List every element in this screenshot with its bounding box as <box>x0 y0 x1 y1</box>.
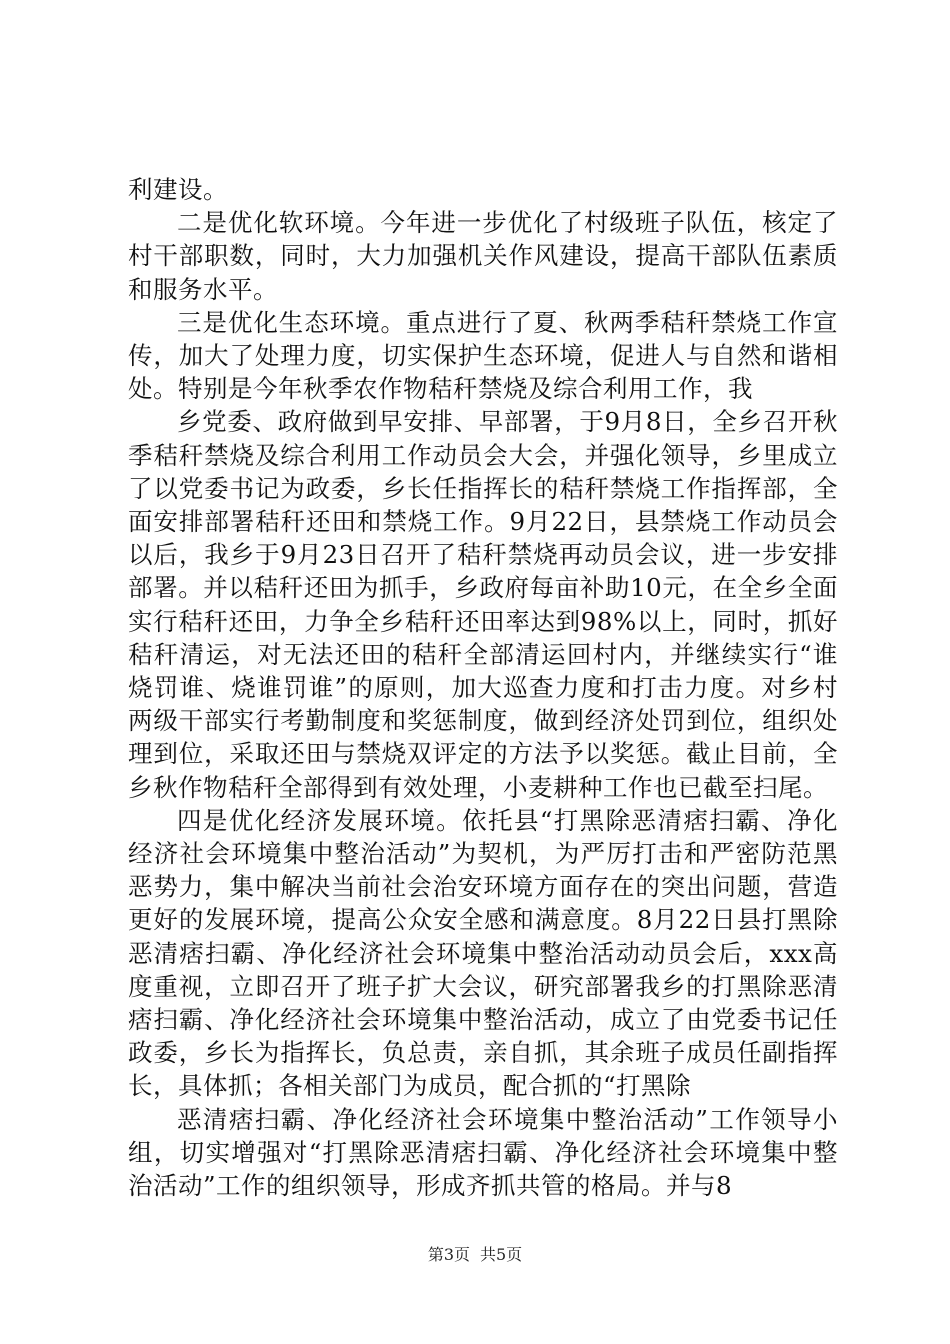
paragraph-economic-environment: 四是优化经济发展环境。依托县“打黑除恶清痞扫霸、净化经济社会环境集中整治活动”为契机，为严厉打击和严密防范黑恶势力，集中解决当前社会治安环境方面存在的突出问题，营造更好的发展环境，提高公众安全感和满意度。8月22日县打黑除恶清痞扫霸、净化经济社会环境集中整治活动动员会后，xxx高度重视，立即召开了班子扩大会议，研究部署我乡的打黑除恶清痞扫霸、净化经济社会环境集中整治活动，成立了由党委书记任政委，乡长为指挥长，负总责，亲自抓，其余班子成员任副指挥长，具体抓；各相关部门为成员，配合抓的“打黑除 <box>128 805 838 1101</box>
paragraph-soft-environment: 二是优化软环境。今年进一步优化了村级班子队伍，核定了村干部职数，同时，大力加强机关作风建设，提高干部队伍素质和服务水平。 <box>128 208 838 304</box>
page-total: 共5页 <box>480 1245 523 1264</box>
document-body <box>128 173 838 1202</box>
paragraph-continuation: 利建设。 <box>128 175 228 204</box>
paragraph-leading-group: 恶清痞扫霸、净化经济社会环境集中整治活动”工作领导小组，切实增强对“打黑除恶清痞扫霸、净化经济社会环境集中整治活动”工作的组织领导，形成齐抓共管的格局。并与8 <box>128 1104 838 1201</box>
paragraph-straw-burning: 乡党委、政府做到早安排、早部署，于9月8日，全乡召开秋季秸秆禁烧及综合利用工作动员会大会，并强化领导，乡里成立了以党委书记为政委，乡长任指挥长的秸秆禁烧工作指挥部，全面安排部署秸秆还田和禁烧工作。9月22日，县禁烧工作动员会以后，我乡于9月23日召开了秸秆禁烧再动员会议，进一步安排部署。并以秸秆还田为抓手，乡政府每亩补助10元，在全乡全面实行秸秆还田，力争全乡秸秆还田率达到98%以上，同时，抓好秸秆清运，对无法还田的秸秆全部清运回村内，并继续实行“谁烧罚谁、烧谁罚谁”的原则，加大巡查力度和打击力度。对乡村两级干部实行考勤制度和奖惩制度，做到经济处罚到位，组织处理到位，采取还田与禁烧双评定的方法予以奖惩。截止目前，全乡秋作物秸秆全部得到有效处理，小麦耕种工作也已截至扫尾。 <box>128 407 838 802</box>
page-number: 第3页 <box>427 1245 470 1264</box>
paragraph-ecological-environment: 三是优化生态环境。重点进行了夏、秋两季秸秆禁烧工作宣传，加大了处理力度，切实保护生态环境，促进人与自然和谐相处。特别是今年秋季农作物秸秆禁烧及综合利用工作，我 <box>128 307 838 404</box>
page-footer <box>0 1245 950 1265</box>
